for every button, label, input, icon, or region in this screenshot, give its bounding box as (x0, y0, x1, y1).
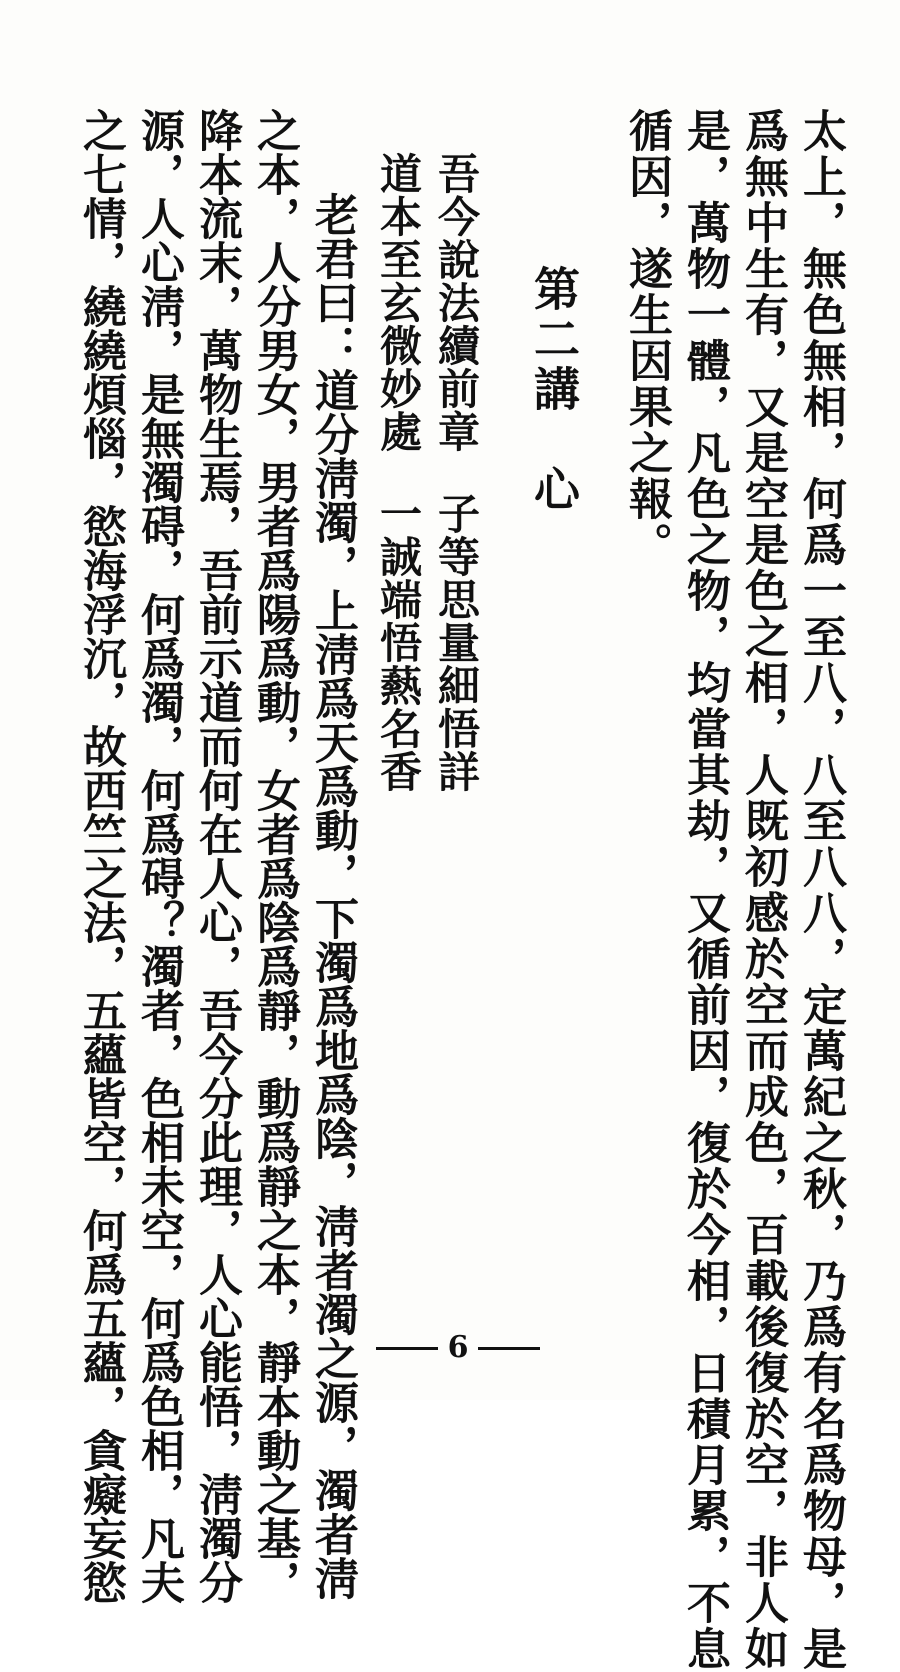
text-column: 老君曰：道分淸濁，上淸爲天爲動，下濁爲地爲陰，淸者濁之源，濁者淸 (307, 192, 358, 1600)
text-column: 之七情，繞繞煩惱，慾海浮沉，故西竺之法，五蘊皆空，何爲五蘊，貪癡妄慾 (75, 108, 126, 1604)
verse-line: 一誠端悟爇名香 (374, 492, 423, 793)
footer-rule (478, 1347, 540, 1350)
text-column: 太上，無色無相，何爲一至八，八至八八，定萬紀之秋，乃爲有名爲物母，是 (795, 108, 846, 1672)
page-footer (376, 1328, 546, 1368)
text-column: 循因，遂生因果之報。 (621, 108, 672, 568)
text-column: 降本流末，萬物生焉，吾前示道而何在人心，吾今分此理，人心能悟，淸濁分 (191, 108, 242, 1604)
verse-line: 吾今說法續前章 (432, 152, 481, 453)
text-column: 源，人心淸，是無濁碍，何爲濁，何爲碍？濁者，色相未空，何爲色相，凡夫 (133, 108, 184, 1604)
page-number: 6 (447, 1330, 469, 1365)
text-column: 之本，人分男女，男者爲陽爲動，女者爲陰爲靜，動爲靜之本，靜本動之基， (249, 108, 300, 1604)
verse-line: 道本至玄微妙處 (374, 152, 423, 453)
footer-rule (376, 1347, 438, 1350)
text-column: 爲無中生有，又是空是色之相，人既初感於空而成色，百載後復於空，非人如 (737, 108, 788, 1672)
verse-line: 子等思量細悟詳 (432, 492, 481, 793)
chapter-title: 第二講 心 (527, 265, 581, 515)
text-column: 是，萬物一體，凡色之物，均當其劫，又循前因，復於今相，日積月累，不息 (679, 108, 730, 1672)
